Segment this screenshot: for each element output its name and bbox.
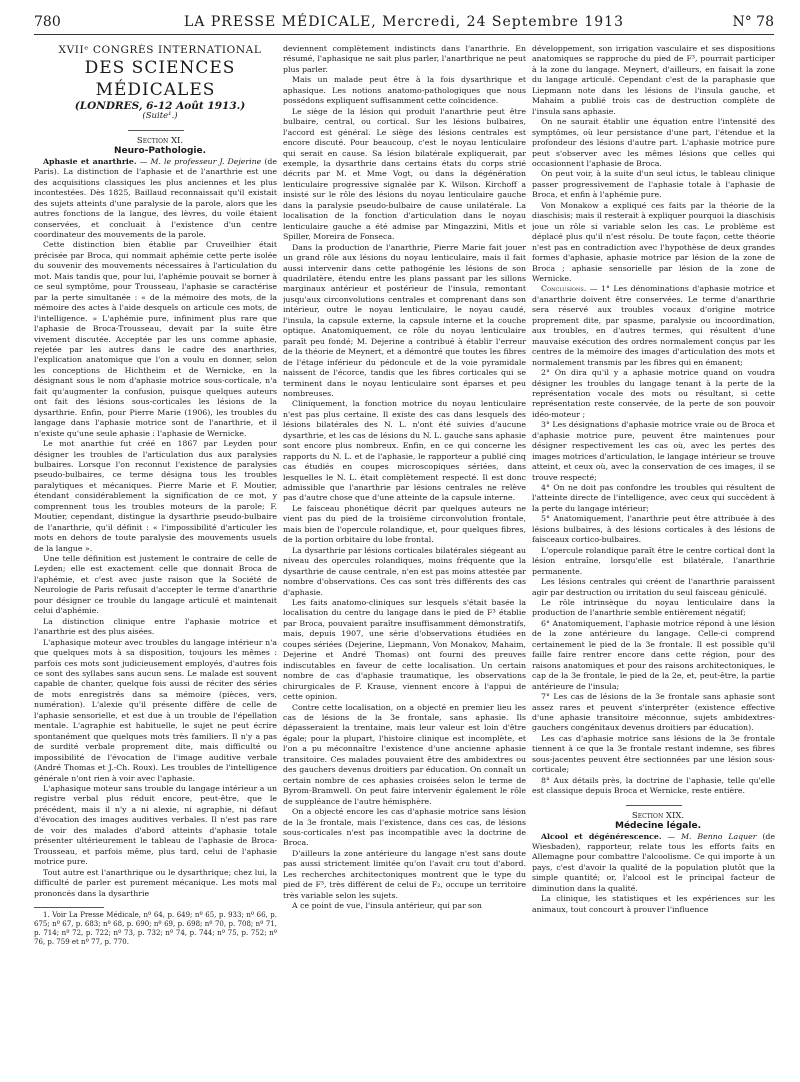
congress-line-2: DES SCIENCES MÉDICALES: [84, 58, 236, 100]
paragraph: L'aphasique moteur sans trouble du langage intérieur a un registre verbal plus réduit encore, peut-être, que le précédent, mais il n'y a ni alexie, ni agraphie, ni défaut d'évocation des images auditives verbales. Il n'est pas rare de voir des malades d'abord atteints d'aphasie totale présenter ultérieurement le tableau de l'aphasie de Broca-Trousseau, et parfois même, plus tard, celui de l'aphasie motrice pure.: [34, 784, 277, 867]
article-title: Aphasie et anarthrie.: [43, 156, 137, 166]
column-1: [34, 44, 277, 1074]
paragraph: 3° Les désignations d'aphasie motrice vraie ou de Broca et d'aphasie motrice pure, peuvent être maintenues pour désigner respectivement les cas où, avec les pertes des images motrices d'articulation, le langage intérieur se trouve atteint, et ceux où, avec la conservation de ces images, il se trouve respecté;: [532, 420, 775, 482]
paragraph: Cliniquement, la fonction motrice du noyau lenticulaire n'est pas plus certaine. Il existe des cas dans lesquels des lésions bilatérales des N. L. n'ont été suivies d'aucune dysarthrie, et les cas de lésions du N. L. gauche sans aphasie sont encore plus nombreux. Enfin, en ce qui concerne les rapports du N. L. et de l'aphasie, le rapporteur a publié cinq cas étudiés en coupes microscopiques sériées, dans lesquelles le N. L. était complètement respecté. Il est donc admissible que l'anarthrie par lésions centrales ne relève pas d'autre chose que d'une atteinte de la capsule interne.: [283, 399, 526, 503]
column-2: [283, 44, 526, 1074]
article-author: — M. le professeur J. Dejerine: [136, 156, 262, 166]
footnote-rule: [34, 907, 104, 908]
paragraph: La distinction clinique entre l'aphasie motrice et l'anarthrie est des plus aisées.: [34, 616, 277, 637]
paragraph: développement, son irrigation vasculaire et ses dispositions anatomiques se rapproche du pied de F³, pourrait participer à la zone du langage. Meynert, d'ailleurs, en faisait la zone du langage articulé. Cependant c'est de la paraphasie que Liepmann note dans les lésions de l'insula gauche, et Mahaim a publié trois cas de destruction complète de l'insula sans aphasie.: [532, 44, 775, 116]
paragraph: Mais un malade peut être à la fois dysarthrique et aphasique. Les notions anatomo-pathologiques que nous possédons expliquent suffisamment cette coïncidence.: [283, 75, 526, 106]
divider: [626, 805, 682, 806]
conclusion-text: — 1° Les dénominations d'aphasie motrice et d'anarthrie doivent être conservées. Le terme d'anarthrie sera réservé aux troubles vocaux d'origine motrice proprement dite, par spasme, paralysie ou incoordination, aux troubles, en d'autres termes, qui résultent d'une mauvaise exécution des ordres normalement conçus par les centres de la mémoire des images d'articulation des mots et normalement transmis par les fibres qui en émanent;: [532, 284, 775, 367]
paragraph: Le rôle intrinsèque du noyau lenticulaire dans la production de l'anarthrie semble entièrement négatif;: [532, 598, 775, 618]
paragraph: Dans la production de l'anarthrie, Pierre Marie fait jouer un grand rôle aux lésions du noyau lenticulaire, mais il fait aussi intervenir dans cette pathogénie les lésions de son quadrilatère, étendu entre les plans passant par les sillons marginaux antérieur et postérieur de l'insula, remontant jusqu'aux circonvolutions centrales et comprenant dans son intérieur, outre le noyau lenticulaire, le noyau caudé, l'insula, la capsule externe, la capsule interne et la couche optique. Anatomiquement, ce rôle du noyau lenticulaire paraît peu fondé; M. Dejerine a contribué à établir l'erreur de la théorie de Meynert, et a démontré que toutes les fibres de l'étage inférieur du pédoncule et de la voie pyramidale naissent de l'écorce, tandis que les fibres corticales qui se terminent dans le noyau lenticulaire sont éparses et peu nombreuses.: [283, 242, 526, 398]
paragraph: Contre cette localisation, on a objecté en premier lieu les cas de lésions de la 3e frontale, sans aphasie. Ils dépasseraient la trentaine, mais leur valeur est loin d'être égale; pour la plupart, l'histoire clinique est incomplète, et l'on a pu méconnaître l'existence d'une ancienne aphasie transitoire. Ces malades pouvaient être des ambidextres ou des gauchers devenus droitiers par éducation. On connaît un certain nombre de ces aphasies croisées selon le terme de Byrom-Bramwell. On peut faire intervenir également le rôle de suppléance de l'autre hémisphère.: [283, 702, 526, 806]
paragraph: On ne saurait établir une équation entre l'intensité des symptômes, où leur persistance d'une part, l'étendue et la profondeur des lésions d'autre part. L'aphasie motrice pure peut s'observer avec les mêmes lésions que celles qui occasionnent l'aphasie de Broca.: [532, 117, 775, 168]
paragraph: Tout autre est l'anarthrique ou le dysarthrique; chez lui, la difficulté de parler est purement mécanique. Les mots mal prononcés dans la dysarthrie: [34, 867, 277, 898]
congress-place: (LONDRES, 6-12 Août 1913.): [74, 100, 246, 112]
divider: [128, 130, 184, 131]
article-text: (de Paris). La distinction de l'aphasie et de l'anarthrie est une des acquisitions classiques les plus anciennes et les plus incontestées. Dès 1825, Baillaud reconnaissait qu'il existait des sujets atteints d'une paralysie de la parole, alors que les autres fonctions de la langue, des lèvres, du voile étaient conservées, et concluait à l'existence d'un centre coordinateur des mouvements de la parole.: [34, 156, 277, 239]
footnote: 1. Voir La Presse Médicale, nº 64, p. 649; nº 65, p. 933; nº 66, p. 675; nº 67, p. 683; nº 68, p. 690; nº 69, p. 698; nº 70, p. 708; nº 71, p. 714; nº 72, p. 722; nº 73, p. 732; nº 74, p. 744; nº 75, p. 752; nº 76, p. 759 et nº 77, p. 770.: [34, 910, 277, 946]
paragraph: L'aphasique moteur avec troubles du langage intérieur n'a que quelques mots à sa disposition, toujours les mêmes : parfois ces mots sont judicieusement employés, d'autres fois ce sont des syllabes sans aucun sens. Le malade est souvent capable de chanter, quelque fois aussi de réciter des séries de mots enregistrés dans sa mémoire (pièces, vers, numération). L'alexie qu'il présente diffère de celle de l'aphasie sensorielle, et est due à un trouble de l'épellation mentale. L'agraphie est habituelle, le sujet ne peut écrire spontanément que quelques mots très familiers. Il n'y a pas de surdité verbale proprement dite, mais difficulté ou impossibilité de l'évocation de l'image auditive verbale (André Thomas et J.-Ch. Roux). Les troubles de l'intelligence générale n'ont rien à voir avec l'aphasie.: [34, 637, 277, 783]
paragraph: On a objecté encore les cas d'aphasie motrice sans lésion de la 3e frontale, mais l'existence, dans ces cas, de lésions sous-corticales n'est pas incompatible avec la doctrine de Broca.: [283, 807, 526, 848]
paragraph: deviennent complètement indistincts dans l'anarthrie. En résumé, l'aphasique ne sait plus parler, l'anarthrique ne peut plus parler.: [283, 44, 526, 74]
paragraph: Cette distinction bien établie par Cruveilhier était précisée par Broca, qui nommait aphémie cette perte isolée du souvenir des mouvements nécessaires à l'articulation du mot. Mais tandis que, pour lui, l'aphémie pouvait se borner à ce seul symptôme, pour Trousseau, l'aphasie se caractérise par la perte simultanée : « de la mémoire des mots, de la mémoire des actes à l'aide desquels on articule ces mots, de l'intelligence. » L'aphémie pure, infiniment plus rare que l'aphasie de Broca-Trousseau, devait par la suite être vivement discutée. Acceptée par les uns comme aphasie, rejetée par les autres dans le cadre des anarthries, l'explication anatomique que l'on a voulu en donner, selon les conceptions de Hichtheim et de Wernicke, en la désignant sous le nom d'aphasie motrice sous-corticale, n'a fait qu'augmenter la confusion, puisque quelques auteurs ont fait des lésions sous-corticales les lésions de la dysarthrie. Enfin, pour Pierre Marie (1906), les troubles du langage dans l'aphasie motrice sont de l'anarthrie, et il n'existe qu'une seule aphasie : l'aphasie de Wernicke.: [34, 240, 277, 438]
paragraph: On peut voir, à la suite d'un seul ictus, le tableau clinique passer progressivement de l'aphasie totale à l'aphasie de Broca, et enfin à l'aphémie pure.: [532, 169, 775, 200]
running-header: [34, 12, 774, 35]
section-label: Section XI.: [136, 135, 184, 146]
paragraph: [34, 157, 277, 241]
article-title: Alcool et dégénérescence.: [541, 831, 662, 841]
paragraph: 7° Les cas de lésions de la 3e frontale sans aphasie sont assez rares et peuvent s'interpréter (existence effective d'une aphasie transitoire méconnue, sujets ambidextres-gauchers congénitaux devenus droitiers par éducation).: [532, 692, 775, 733]
paragraph: Le faisceau phonétique décrit par quelques auteurs ne vient pas du pied de la troisième circonvolution frontale, mais bien de l'opercule rolandique, et, pour quelques fibres, de la portion orbitaire du lobe frontal.: [283, 503, 526, 545]
paragraph: 8° Aux détails près, la doctrine de l'aphasie, telle qu'elle est classique depuis Broca et Wernicke, reste entière.: [532, 775, 775, 796]
paragraph: Les cas d'aphasie motrice sans lésions de la 3e frontale tiennent à ce que la 3e frontale restant indemne, ses fibres sous-jacentes peuvent être sectionnées par une lésion sous-corticale;: [532, 733, 775, 775]
paragraph: Les lésions centrales qui créent de l'anarthrie paraissent agir par destruction ou irritation du seul faisceau géniculé.: [532, 577, 775, 597]
article-author: — M. Benno Laquer: [661, 831, 757, 841]
paragraph: 2° On dira qu'il y a aphasie motrice quand on voudra désigner les troubles du langage tenant à la perte de la représentation vocale des mots ou résultant, si cette représentation reste conservée, de la perte de son pouvoir idéo-moteur ;: [532, 368, 775, 419]
journal-title: LA PRESSE MÉDICALE, Mercredi, 24 Septembre 1913: [184, 14, 624, 30]
congress-line-1: XVIIᵉ CONGRÈS INTERNATIONAL: [58, 44, 262, 56]
column-3: [532, 44, 775, 1074]
paragraph: La dysarthrie par lésions corticales bilatérales siégeant au niveau des opercules rolandiques, moins fréquente que la dysarthrie de cause centrale, n'en est pas moins attestée par nombre d'observations. Ces cas sont très différents des cas d'aphasie.: [283, 545, 526, 597]
paragraph: [532, 832, 775, 895]
section-title: Médecine légale.: [615, 821, 701, 832]
paragraph: Le siège de la lésion qui produit l'anarthrie peut être bulbaire, central, ou cortical. Sur les lésions bulbaires, l'accord est général. Le siège des lésions centrales est encore discuté. Pour beaucoup, c'est le noyau lenticulaire qui serait en cause. Sa lésion bilatérale expliquerait, par exemple, la dysarthrie dans certains états du corps strié décrits par M. et Mme Vogt, ou dans la dégénération lenticulaire progressive signalée par K. Wilson. Kirchoff a insisté sur le rôle des lésions du noyau lenticulaire gauche dans la paralysie pseudo-bulbaire de cause unilatérale. La localisation de la fonction d'articulation dans le noyau lenticulaire gauche a été admise par Mingazzini, Mitls et Spiller, Moreira de Fonseca.: [283, 106, 526, 242]
paragraph: 5° Anatomiquement, l'anarthrie peut être attribuée à des lésions bulbaires, à des lésions corticales à des lésions de faisceaux cortico-bulbaires.: [532, 514, 775, 545]
page-number: 780: [34, 14, 61, 30]
paragraph: [532, 284, 775, 368]
article-text: (de Wiesbaden), rapporteur, relate tous les efforts faits en Allemagne pour combattre l'alcoolisme. Ce qui importe à un pays, c'est d'avoir la qualité de la population plutôt que la simple quantité; or, l'alcool est le principal facteur de diminution dans la qualité.: [532, 831, 775, 893]
section-label: Section XIX.: [631, 810, 685, 821]
conclusions-label: Conclusions.: [541, 284, 587, 294]
section-title: Neuro-Pathologie.: [113, 146, 207, 157]
paragraph: 6° Anatomiquement, l'aphasie motrice répond à une lésion de la zone antérieure du langage. Celle-ci comprend certainement le pied de la 3e frontale. Il est possible qu'il faille faire rentrer encore dans cette région, pour des raisons anatomiques et pour des raisons architectoniques, le cap de la 3e frontale, le pied de la 2e, et, peut-être, la partie antérieure de l'insula;: [532, 618, 775, 691]
paragraph: A ce point de vue, l'insula antérieur, qui par son: [292, 901, 482, 911]
paragraph: La clinique, les statistiques et les expériences sur les animaux, tout concourt à prouver l'influence: [532, 894, 775, 914]
issue-number: N° 78: [732, 14, 774, 30]
paragraph: Le mot anarthie fut créé en 1867 par Leyden pour désigner les troubles de l'articulation dus aux paralysies bulbaires. Lorsque l'on reconnut l'existence de paralysies pseudo-bulbaires, ce terme désigna tous les troubles paralytiques et mécaniques. Pierre Marie et F. Moutier, étendant considérablement la signification de ce mot, y comprennent tous les troubles moteurs de la parole; F. Moutier, cependant, distingue la dysarthrie pseudo-bulbaire de l'anarthrie, qu'il définit : « l'impossibilité d'articuler les mots en dehors de toute paralysie des mouvements usuels de la langue ».: [34, 439, 277, 553]
paragraph: Von Monakow a expliqué ces faits par la théorie de la diaschisis; mais il resterait à expliquer pourquoi la diaschisis joue un rôle si variable selon les cas. Le problème est déplacé plus qu'il n'est résolu. De toute façon, cette théorie n'est pas en contradiction avec l'hypothèse de deux grandes formes d'aphasie, aphasie motrice par lésion de la zone de Broca ; aphasie sensorielle par lésion de la zone de Wernicke.: [532, 200, 775, 283]
paragraph: Une telle définition est justement le contraire de celle de Leyden; elle est exactement celle que donnait Broca de l'aphémie, et c'est avec juste raison que la Société de Neurologie de Paris refusait d'accepter le terme d'anarthrie pour désigner ce trouble du langage articulé et maintenait celui d'aphémie.: [34, 554, 277, 616]
paragraph: 4° On ne doit pas confondre les troubles qui résultent de l'atteinte directe de l'intelligence, avec ceux qui succèdent à la perte du langage intérieur;: [532, 483, 775, 513]
paragraph: D'ailleurs la zone antérieure du langage n'est sans doute pas aussi strictement limitée qu'on l'avait cru tout d'abord. Les recherches architectoniques montrent que le type du pied de F³, très différent de celui de F₂, occupe un territoire très variable selon les sujets.: [283, 848, 526, 900]
congress-suite: (Suite¹.): [142, 111, 178, 122]
paragraph: L'opercule rolandique paraît être le centre cortical dont la lésion entraîne, lorsqu'elle est bilatérale, l'anarthrie permanente.: [532, 545, 775, 576]
paragraph: Les faits anatomo-cliniques sur lesquels s'était basée la localisation du centre du langage dans le pied de F³ établie par Broca, pouvaient paraître insuffisamment démonstratifs, mais, depuis 1907, une série d'observations étudiées en coupes sériées (Dejerine, Liepmann, Von Monakov, Mahaim, Dejerine et André Thomas) ont fourni des preuves indiscutables en faveur de cette localisation. Un certain nombre de cas d'aphasie traumatique, les observations chirurgicales de F. Krause, viennent encore à l'appui de cette opinion.: [283, 598, 526, 702]
